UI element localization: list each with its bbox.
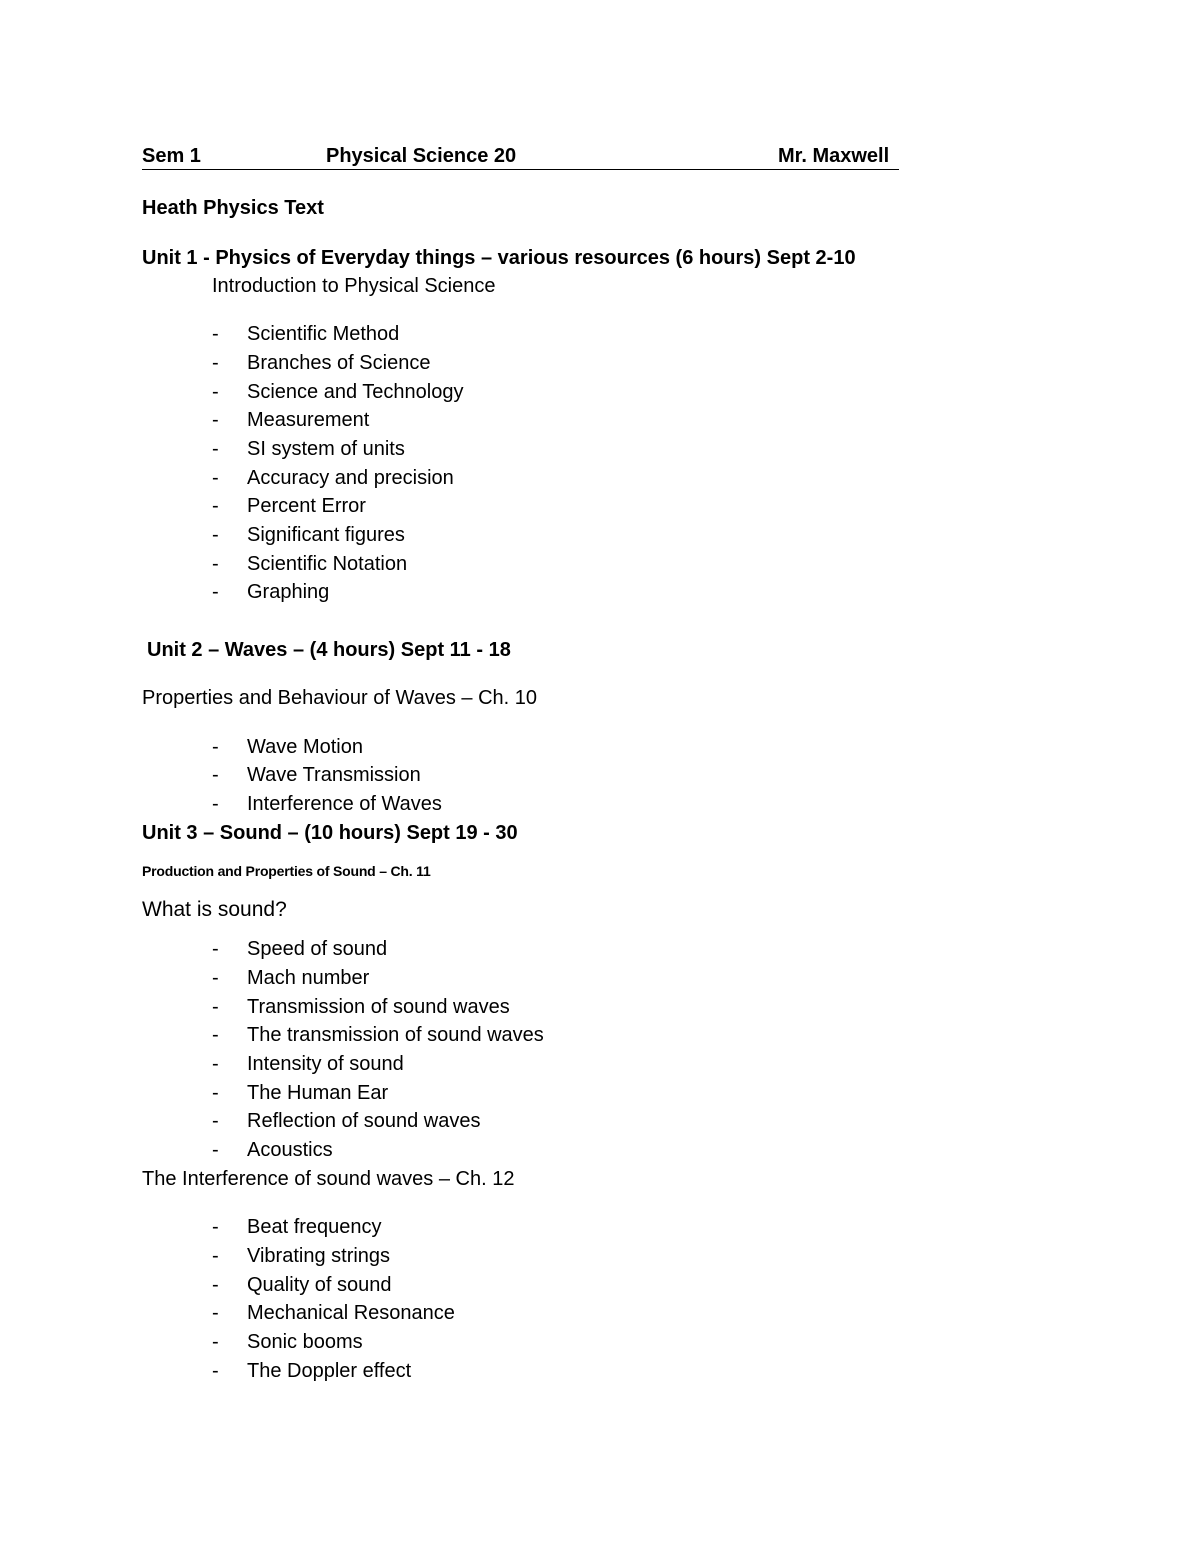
bullet-dash: -: [212, 1274, 219, 1296]
bullet-dash: -: [212, 467, 219, 489]
bullet-dash: -: [212, 996, 219, 1018]
list-item-label: SI system of units: [247, 438, 405, 460]
bullet-dash: -: [212, 793, 219, 815]
bullet-dash: -: [212, 764, 219, 786]
bullet-dash: -: [212, 1024, 219, 1046]
list-item-label: Beat frequency: [247, 1216, 382, 1238]
list-item-label: Graphing: [247, 581, 330, 603]
header-course: Physical Science 20: [326, 145, 517, 167]
bullet-dash: -: [212, 524, 219, 546]
bullet-dash: -: [212, 1302, 219, 1324]
header-semester: Sem 1: [142, 145, 201, 167]
unit2-subheading: Properties and Behaviour of Waves – Ch. 10: [142, 687, 538, 709]
unit3-heading: Unit 3 – Sound – (10 hours) Sept 19 - 30: [142, 822, 518, 844]
bullet-dash: -: [212, 1216, 219, 1238]
list-item-label: The transmission of sound waves: [247, 1024, 544, 1046]
list-item-label: Intensity of sound: [247, 1053, 404, 1075]
list-item-label: Significant figures: [247, 524, 405, 546]
bullet-dash: -: [212, 323, 219, 345]
textbook-title: Heath Physics Text: [142, 197, 324, 219]
bullet-dash: -: [212, 381, 219, 403]
bullet-dash: -: [212, 1245, 219, 1267]
bullet-dash: -: [212, 409, 219, 431]
list-item-label: The Human Ear: [247, 1082, 389, 1104]
list-item-label: Accuracy and precision: [247, 467, 454, 489]
bullet-dash: -: [212, 581, 219, 603]
bullet-dash: -: [212, 736, 219, 758]
list-item-label: Transmission of sound waves: [247, 996, 510, 1018]
unit3-subheading: Production and Properties of Sound – Ch. 11: [142, 863, 431, 879]
unit2-heading: Unit 2 – Waves – (4 hours) Sept 11 - 18: [147, 639, 511, 661]
bullet-dash: -: [212, 352, 219, 374]
list-item-label: Mach number: [247, 967, 370, 989]
list-item-label: The Doppler effect: [247, 1360, 412, 1382]
list-item-label: Interference of Waves: [247, 793, 442, 815]
unit1-heading: Unit 1 - Physics of Everyday things – various resources (6 hours) Sept 2-10: [142, 247, 856, 269]
list-item-label: Vibrating strings: [247, 1245, 391, 1267]
list-item-label: Scientific Notation: [247, 553, 408, 575]
bullet-dash: -: [212, 1331, 219, 1353]
list-item-label: Mechanical Resonance: [247, 1302, 455, 1324]
list-item-label: Branches of Science: [247, 352, 431, 374]
bullet-dash: -: [212, 967, 219, 989]
bullet-dash: -: [212, 1360, 219, 1382]
list-item-label: Science and Technology: [247, 381, 464, 403]
list-item-label: Quality of sound: [247, 1274, 392, 1296]
bullet-dash: -: [212, 1082, 219, 1104]
bullet-dash: -: [212, 1139, 219, 1161]
list-item-label: Acoustics: [247, 1139, 333, 1161]
list-item-label: Scientific Method: [247, 323, 400, 345]
list-item-label: Wave Transmission: [247, 764, 421, 786]
list-item-label: Percent Error: [247, 495, 366, 517]
unit3-question: What is sound?: [142, 898, 287, 921]
bullet-dash: -: [212, 1053, 219, 1075]
bullet-dash: -: [212, 495, 219, 517]
unit1-subheading: Introduction to Physical Science: [212, 275, 496, 297]
list-item-label: Reflection of sound waves: [247, 1110, 481, 1132]
header-teacher: Mr. Maxwell: [778, 145, 890, 167]
list-item-label: Wave Motion: [247, 736, 363, 758]
bullet-dash: -: [212, 438, 219, 460]
bullet-dash: -: [212, 553, 219, 575]
list-item-label: Sonic booms: [247, 1331, 363, 1353]
bullet-dash: -: [212, 938, 219, 960]
list-item-label: Speed of sound: [247, 938, 388, 960]
list-item-label: Measurement: [247, 409, 370, 431]
bullet-dash: -: [212, 1110, 219, 1132]
unit3-subheading-2: The Interference of sound waves – Ch. 12: [142, 1168, 515, 1190]
